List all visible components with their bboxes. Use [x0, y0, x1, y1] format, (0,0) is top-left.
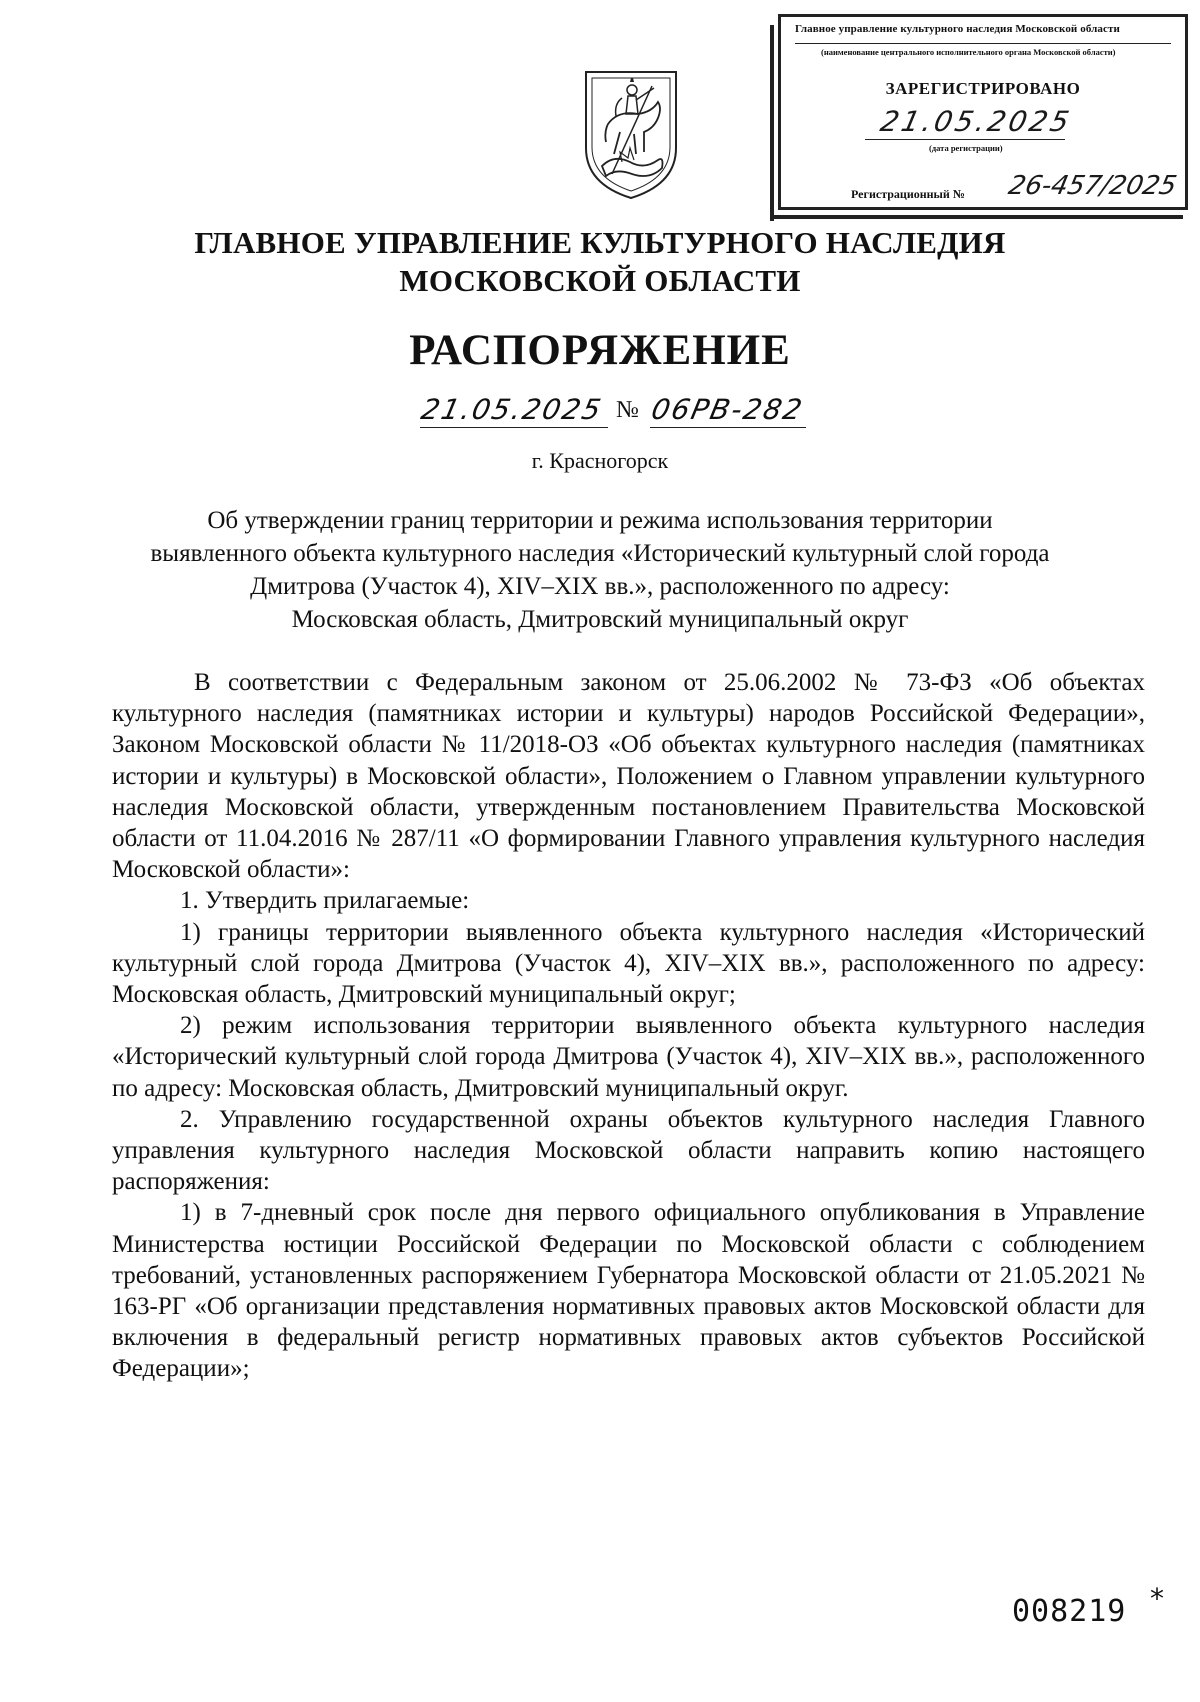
registration-stamp: [778, 14, 1188, 210]
organization-title: [0, 224, 1200, 300]
handwritten-document-date: 21.05.2025: [418, 393, 606, 426]
body-paragraph: 1. Утвердить прилагаемые:: [180, 887, 470, 915]
subject-line: выявленного объекта культурного наследия «Исторический культурный слой города: [150, 540, 1050, 567]
body-paragraph: 2. Управлению государственной охраны объектов культурного наследия Главного управления культурного наследия Московской области направить копию настоящего распоряжения:: [112, 1105, 1145, 1196]
stamp-organization-caption: (наименование центрального исполнительного органа Московской области): [821, 47, 1116, 57]
body-paragraph: 2) режим использования территории выявленного объекта культурного наследия «Исторический культурный слой города Дмитрова (Участок 4), XIV–XIX вв.», расположенного по адресу: Московская область, Дмитровский муниципальный округ.: [112, 1012, 1145, 1102]
subject-line: Московская область, Дмитровский муниципальный округ: [291, 606, 909, 633]
document-subject: [100, 504, 1100, 636]
document-body: [112, 667, 1145, 1385]
subject-line: Дмитрова (Участок 4), XIV–XIX вв.», расположенного по адресу:: [250, 573, 950, 600]
stamp-handwritten-registration-number: 26-457/2025: [1005, 171, 1180, 201]
document-type-heading: РАСПОРЯЖЕНИЕ: [409, 327, 791, 374]
moscow-region-coat-of-arms-icon: [578, 62, 684, 202]
stamp-handwritten-date: 21.05.2025: [877, 105, 1075, 138]
handwritten-document-number: 06РВ-282: [648, 393, 807, 426]
stamp-date-caption: (дата регистрации): [929, 143, 1003, 153]
stamp-divider: [795, 43, 1171, 44]
date-underline: [420, 427, 608, 428]
serial-mark: *: [1150, 1582, 1164, 1615]
stamp-registered-label: ЗАРЕГИСТРИРОВАНО: [885, 79, 1081, 98]
body-paragraph: 1) границы территории выявленного объекта культурного наследия «Исторический культурный слой города Дмитрова (Участок 4), XIV–XIX вв.», расположенного по адресу: Московская область, Дмитровский муниципальный округ;: [112, 918, 1145, 1009]
stamp-organization: Главное управление культурного наследия Московской области: [795, 23, 1120, 35]
number-sign: №: [616, 397, 639, 423]
subject-line: Об утверждении границ территории и режима использования территории: [207, 507, 993, 534]
document-city: г. Красногорск: [531, 448, 669, 473]
body-paragraph: В соответствии с Федеральным законом от 25.06.2002 № 73-ФЗ «Об объектах культурного наследия (памятниках истории и культуры) народов Российской Федерации», Законом Московской области № 11/2018-ОЗ «Об объектах культурного наследия (памятниках истории и культуры) в Московской области», Положением о Главном управлении культурного наследия Московской области, утвержденным постановлением Правительства Московской области от 11.04.2016 № 287/11 «О формировании Главного управления культурного наследия Московской области»:: [112, 669, 1145, 884]
blank-serial-number: 008219: [1012, 1594, 1127, 1629]
body-paragraph: 1) в 7-дневный срок после дня первого официального опубликования в Управление Министерства юстиции Российской Федерации по Московской области с соблюдением требований, установленных распоряжением Губернатора Московской области от 21.05.2021 № 163-РГ «Об организации представления нормативных правовых актов Московской области для включения в федеральный регистр нормативных правовых актов субъектов Российской Федерации»;: [112, 1199, 1145, 1383]
organization-title-line: МОСКОВСКОЙ ОБЛАСТИ: [399, 263, 801, 298]
stamp-date-line: [865, 139, 1065, 140]
stamp-registration-number-label: Регистрационный №: [851, 187, 965, 201]
document-date-number-row: [420, 393, 840, 433]
organization-title-line: ГЛАВНОЕ УПРАВЛЕНИЕ КУЛЬТУРНОГО НАСЛЕДИЯ: [194, 225, 1006, 260]
number-underline: [650, 427, 806, 428]
